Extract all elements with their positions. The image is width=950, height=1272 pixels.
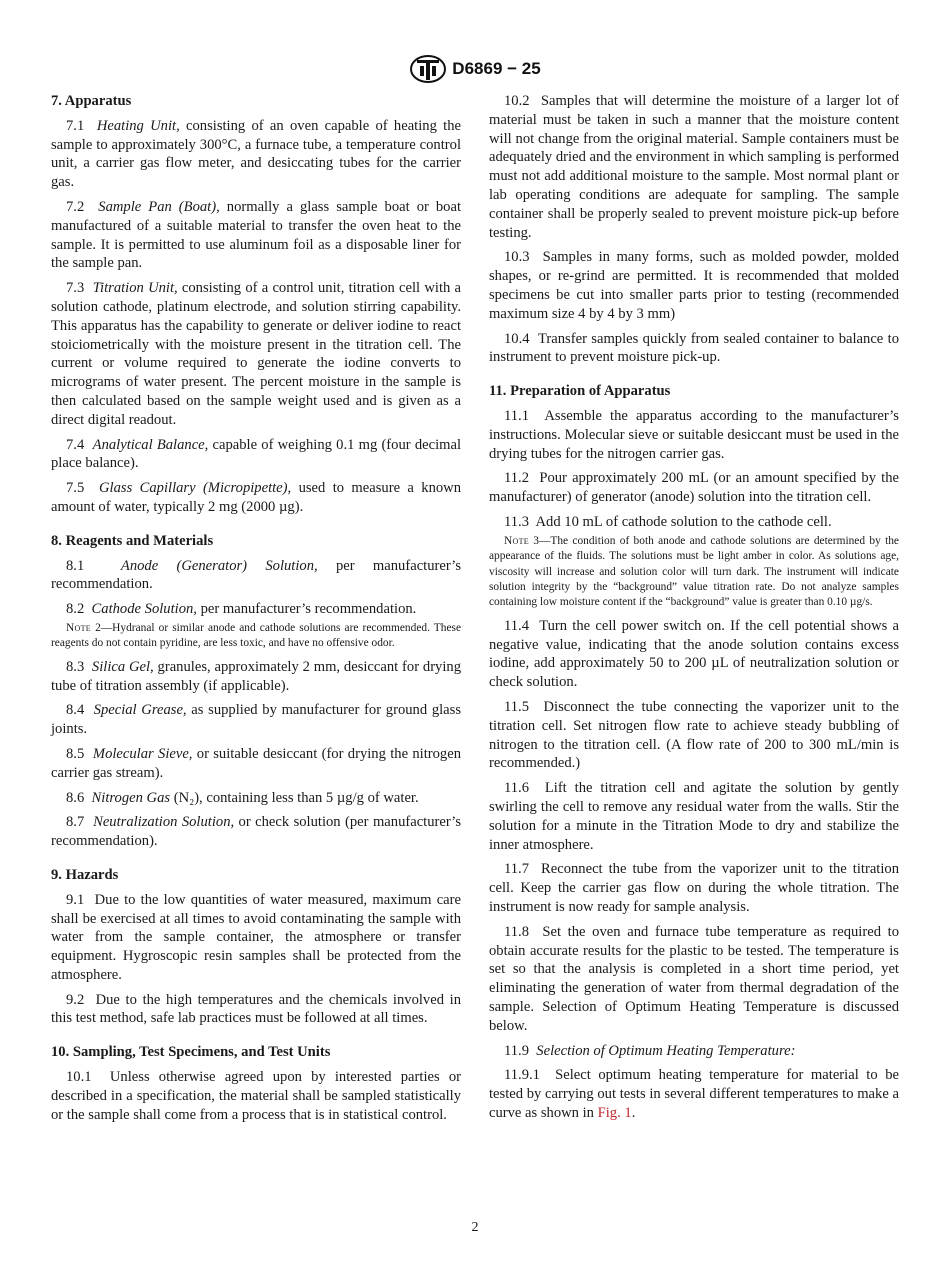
- paragraph-number: 7.5: [66, 480, 85, 497]
- section-paragraph: [489, 330, 899, 368]
- section-paragraph: [489, 923, 899, 1036]
- section-heading: 10. Sampling, Test Specimens, and Test Units: [51, 1044, 331, 1061]
- paragraph-term: Heating Unit,: [96, 117, 180, 134]
- section-paragraph: [51, 813, 461, 851]
- section-paragraph: [489, 698, 899, 773]
- page-header: [0, 54, 950, 84]
- paragraph-text: Assemble the apparatus according to the manufacturer’s instructions. Molecular sieve or suitable desiccant must be used in the drying tubes for the nitrogen carrier gas.: [489, 407, 899, 462]
- paragraph-text: Due to the low quantities of water measured, maximum care shall be exercised at all times to avoid contaminating the sample with water from the sample container, the atmosphere or transfer equipment. Hygroscopic resin samples shall be protected from the atmosphere.: [51, 891, 461, 983]
- section-heading: 7. Apparatus: [51, 93, 132, 109]
- paragraph-number: 8.5: [66, 745, 85, 762]
- paragraph-text: Pour approximately 200 mL (or an amount specified by the manufacturer) of generator (anode) solution into the titration cell.: [489, 470, 899, 506]
- section-paragraph: [51, 279, 461, 429]
- paragraph-term: Analytical Balance,: [92, 436, 209, 453]
- paragraph-text: or suitable desiccant (for drying the nitrogen carrier gas stream).: [51, 745, 461, 781]
- section-paragraph: [51, 117, 461, 192]
- section-paragraph: [489, 779, 899, 854]
- paragraph-text: capable of weighing 0.1 mg (four decimal place balance).: [51, 436, 462, 472]
- paragraph-number: 11.6: [504, 780, 529, 797]
- paragraph-number: 9.2: [66, 991, 85, 1008]
- paragraph-number: 11.1: [504, 407, 529, 424]
- paragraph-number: 8.1: [66, 557, 85, 574]
- section-paragraph: [489, 860, 899, 916]
- paragraph-number: 11.4: [504, 617, 529, 634]
- paragraph-text: consisting of an oven capable of heating the sample to approximately 300°C, a furnace tube, a temperature control unit, a carrier gas flow meter, and desiccating tubes for the carrier gas.: [51, 117, 461, 191]
- section-paragraph: [51, 789, 461, 808]
- section-paragraph: [489, 248, 899, 323]
- section-paragraph: [489, 617, 899, 692]
- paragraph-text: Set the oven and furnace tube temperature as required to obtain accurate results for the plastic to be tested. The temperature is set so that the analysis is completed in a short time period, yet eliminating the generation of water from thermal degradation of the sample. Selection of Optimum Heating Temperature is discussed below.: [489, 923, 900, 1034]
- paragraph-number: 10.1: [66, 1069, 92, 1086]
- paragraph-text: granules, approximately 2 mm, desiccant for drying tube of titration assembly (if applicable).: [51, 658, 461, 694]
- paragraph-number: 11.7: [504, 861, 529, 878]
- paragraph-text: (N₂), containing less than 5 µg/g of water.: [170, 789, 419, 806]
- section-paragraph: [51, 701, 461, 739]
- paragraph-number: 11.8: [504, 923, 529, 940]
- paragraph-text: Unless otherwise agreed upon by interested parties or described in a specification, the material shall be sampled statistically or the sample shall come from a process that is in statistical control.: [51, 1069, 461, 1123]
- paragraph-text: Due to the high temperatures and the chemicals involved in this test method, safe lab practices must be followed at all times.: [51, 991, 462, 1027]
- paragraph-number: 10.2: [504, 93, 530, 109]
- paragraph-tail: .: [631, 1104, 636, 1121]
- paragraph-text: per manufacturer’s recommendation.: [196, 601, 417, 618]
- paragraph-text: Samples in many forms, such as molded powder, molded shapes, or re-grind are permitted. It is recommended that molded specimens be cut into smaller parts prior to testing (recommended maximum size 4 by 4 by 3 mm): [489, 249, 899, 322]
- paragraph-term: Silica Gel,: [91, 658, 154, 675]
- paragraph-text: Turn the cell power switch on. If the cell potential shows a negative value, indicating that the anode solution contains excess iodine, add approximately 50 to 200 µL of neutralization solution or check solution.: [489, 617, 899, 691]
- page-number: 2: [471, 1220, 479, 1235]
- section-paragraph: [489, 1066, 899, 1122]
- paragraph-term: Cathode Solution,: [91, 601, 197, 618]
- paragraph-text: Samples that will determine the moisture of a larger lot of material must be taken in such a manner that the moisture content will not change from the original material. Sample containers must be adequately dried and the environment in which sampling is performed must not add additional moisture to the sample. Most normal plant or lab operating conditions are adequate for sampling. The sample container shall be properly sealed to prevent moisture pick-up before testing.: [489, 93, 900, 241]
- paragraph-term: Glass Capillary (Micropipette),: [99, 480, 292, 497]
- paragraph-number: 8.3: [66, 658, 85, 675]
- note-label: Note: [66, 621, 91, 634]
- paragraph-number: 7.1: [66, 117, 85, 134]
- section-paragraph: [51, 557, 461, 595]
- paragraph-term: Neutralization Solution,: [93, 814, 235, 831]
- section-paragraph: [51, 658, 461, 696]
- paragraph-text: consisting of a control unit, titration cell with a solution cathode, platinum electrode, and solution stirring capability. This apparatus has the capability to generate or deliver iodine to react stoiciometrically with the moisture present in the titration cell. The current or volume required to generate the iodine converts to micrograms of water present. The percent moisture in the sample is then calculated based on the sample weight used and is given as a direct digital readout.: [51, 280, 462, 428]
- section-paragraph: [489, 407, 899, 463]
- section-paragraph: [51, 479, 461, 517]
- section-paragraph: [489, 513, 899, 532]
- paragraph-number: 10.3: [504, 249, 530, 266]
- paragraph-term: Sample Pan (Boat),: [98, 198, 220, 215]
- note-paragraph: [51, 621, 461, 652]
- paragraph-text: per manufacturer’s recommendation.: [51, 557, 461, 593]
- paragraph-text: Reconnect the tube from the vaporizer unit to the titration cell. Keep the carrier gas flow on during the whole titration. The instrument is now ready for sample analysis.: [489, 861, 899, 915]
- astm-logo-icon: [409, 54, 447, 84]
- paragraph-number: 10.4: [504, 330, 530, 347]
- section-paragraph: [51, 745, 461, 783]
- paragraph-text: Lift the titration cell and agitate the solution by gently swirling the cell to remove any residual water from the walls. Stir the solution for a minute in the Titration Mode to dry and stabilize the inner atmosphere.: [489, 780, 899, 853]
- paragraph-text: Add 10 mL of cathode solution to the cathode cell.: [535, 513, 832, 530]
- right-column: [489, 92, 899, 1129]
- note-paragraph: [489, 534, 899, 611]
- paragraph-number: 11.9: [504, 1042, 529, 1059]
- paragraph-number: 8.4: [66, 702, 85, 719]
- section-paragraph: [51, 198, 461, 273]
- paragraph-number: 7.2: [66, 198, 85, 215]
- figure-link[interactable]: Fig. 1: [597, 1104, 632, 1121]
- paragraph-text: as supplied by manufacturer for ground glass joints.: [51, 702, 462, 738]
- note-text: 3—The condition of both anode and cathode solutions are determined by the appearance of the fluids. The solutions must be light amber in color. As solutions age, viscosity will increase and solution color will turn dark. The instrument will indicate solution integrity by the “background” value titration rate. Do not analyze samples containing low moisture content if the “background” value is greater than 0.10 µg/s.: [489, 534, 899, 609]
- paragraph-number: 9.1: [66, 891, 85, 908]
- paragraph-term: Anode (Generator) Solution,: [120, 557, 318, 574]
- section-heading: 11. Preparation of Apparatus: [489, 383, 671, 400]
- paragraph-term: Molecular Sieve,: [92, 745, 193, 762]
- paragraph-number: 7.4: [66, 436, 85, 453]
- paragraph-number: 11.5: [504, 698, 529, 715]
- section-paragraph: [51, 436, 461, 474]
- note-text: 2—Hydranal or similar anode and cathode solutions are recommended. These reagents do not contain pyridine, are less toxic, and have no offensive odor.: [51, 621, 461, 650]
- paragraph-term: Special Grease,: [93, 702, 187, 719]
- paragraph-text: or check solution (per manufacturer’s recommendation).: [51, 814, 461, 850]
- section-paragraph: [489, 92, 899, 242]
- section-paragraph: [489, 1042, 899, 1061]
- paragraph-number: 7.3: [66, 280, 85, 297]
- paragraph-term: Selection of Optimum Heating Temperature:: [536, 1042, 796, 1059]
- section-paragraph: [51, 891, 461, 985]
- section-paragraph: [489, 469, 899, 507]
- paragraph-term: Titration Unit,: [92, 280, 178, 297]
- left-column: [51, 92, 461, 1130]
- section-heading: 8. Reagents and Materials: [51, 532, 214, 549]
- paragraph-text: normally a glass sample boat or boat manufactured of a suitable material to transfer the oven heat to the sample. It is permitted to use aluminum foil as a disposable liner for the sample pan.: [51, 198, 462, 272]
- paragraph-text: Select optimum heating temperature for material to be tested by carrying out tests in several different temperatures to make a curve as shown in: [489, 1067, 899, 1121]
- paragraph-number: 8.6: [66, 789, 85, 806]
- section-paragraph: [51, 600, 461, 619]
- paragraph-number: 8.7: [66, 814, 85, 831]
- paragraph-text: Transfer samples quickly from sealed container to balance to instrument to prevent moisture pick-up.: [489, 330, 899, 366]
- paragraph-number: 11.9.1: [504, 1067, 540, 1084]
- paragraph-number: 11.2: [504, 470, 529, 487]
- document-designation: D6869 − 25: [452, 59, 541, 78]
- note-label: Note: [504, 534, 529, 547]
- paragraph-text: used to measure a known amount of water, typically 2 mg (2000 µg).: [51, 480, 462, 515]
- paragraph-number: 8.2: [66, 601, 85, 618]
- paragraph-term: Nitrogen Gas: [91, 789, 171, 806]
- section-paragraph: [51, 991, 461, 1029]
- paragraph-text: Disconnect the tube connecting the vaporizer unit to the titration cell. Set nitrogen flow rate to achieve steady bubbling of nitrogen to the titration cell. (A flow rate of 200 to 300 mL/min is recommended.): [489, 698, 899, 772]
- paragraph-number: 11.3: [504, 513, 529, 530]
- section-paragraph: [51, 1068, 461, 1124]
- section-heading: 9. Hazards: [51, 866, 119, 883]
